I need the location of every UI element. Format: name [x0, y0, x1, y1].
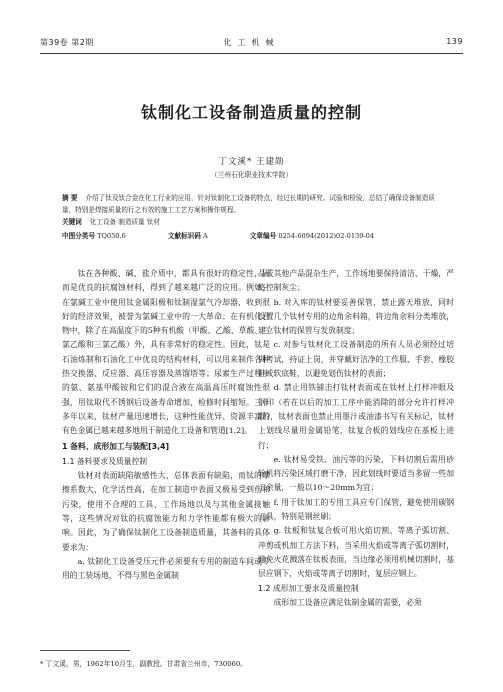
doc-code-value: A — [202, 232, 208, 240]
section-heading-1-2: 1.2 成形加工要求及质量控制 — [258, 583, 359, 593]
list-item-f: f. 用于钛加工的专用工具应专门保管，避免使用碳钢工具，特别是钢丝刷； — [258, 497, 454, 522]
intro-paragraph: 钛在各种酸、碱、盐介质中，都具有很好的稳定性，因而是优良的抗腐蚀材料，得到了越来越广泛的应用。例如，在氯碱工业中使用钛金属阳极和钛制湿氯气冷却器，收到很好的经济效果，被誉为氯碱工业中的一大革命；在有机化合物中，除了在高温度下的5种有机酸（甲酸、乙酸、草酸、三氯乙酸和三氯乙酸）外，具有非常好的稳定性。因此，钛是石油炼制和石油化工中优良的结构材料，可以用来制作各种热交换器、反应器、高压容器及蒸馏塔等；尿素生产过程中的氨、氨基甲酸铵和它们的混合液在高温高压时腐蚀性很强，用钛取代不锈钢后设备寿命增加，检修时间缩短。三十多年以来，钛材产量迅速增长，这种性能优异、资源丰富的有色金属已越来越多地用于制造化工设备和管道[1,2]。 — [62, 269, 270, 436]
left-column — [62, 267, 270, 584]
section-heading-1: 1 备料、成形加工与装配[3,4] — [62, 441, 170, 451]
body-paragraph: 钛材对表面缺陷敏感性大，总体表面有缺陷，而钛的摩擦系数大，化学活性高，在加工制造中表面又极易受到伤和污染，使用不合理的工具、工作场地以及与其他金属接触等，这些情况对钛的抗腐蚀能力和力学性能都有极大的影响。因此，为了确保钛制化工设备制造质量，其备料的具体要求为： — [62, 471, 270, 552]
article-title: 钛制化工设备制造质量的控制 — [140, 103, 362, 122]
article-no-value: 0254-6094(2012)02-0139-04 — [278, 232, 375, 240]
article-no-label: 文章编号 — [249, 232, 277, 240]
list-item-a: a. 钛制化工设备受压元件必须要有专用的制造车间或专用的工装场地，不得与黑色金属制 — [62, 556, 270, 581]
volume-issue: 第39卷 第2期 — [40, 38, 94, 47]
doc-code-label: 文献标识码 — [167, 232, 201, 240]
abstract-label: 摘 要 — [62, 194, 78, 202]
list-item-c: c. 对参与钛材化工设备制造的所有人员必须经过培训考试，持证上岗，并穿戴好洁净的工作服、手套、橡胶鞋或软底鞋，以避免划伤钛材的表面； — [258, 340, 454, 379]
affiliation: （兰州石化职业技术学院） — [210, 171, 293, 179]
list-item-a-continued: 品或其他产品混杂生产，工作场地要保持清洁、干燥，严格控制灰尘； — [258, 269, 454, 293]
list-item-g: g. 钛板和钛复合板可用火焰切割、等离子弧切割、冲剪或机加工方法下料，当采用火焰或等离子弧切割时，避免火花溅落在钛板表面，当边缘必须用机械切割时，基层应钢下，火焰或等离子切割时，复层应钢上。 — [258, 526, 454, 579]
clc-label: 中图分类号 — [62, 232, 95, 240]
keywords-label: 关键词 — [62, 218, 82, 226]
list-item-e: e. 钛材易受铁、油污等的污染，下料切割后需用砂轮机将污染区域打磨干净，因此划线时要适当多留一些加工余量，一般以10～20mm为宜； — [258, 454, 454, 493]
keywords-text: 化工设备 制造质量 钛材 — [89, 218, 160, 226]
clc-value: TQ050.6 — [97, 232, 126, 240]
right-column — [258, 267, 454, 610]
list-item-d: d. 禁止用铁铺击打钛材表面或在钛材上打样冲眼及钢印（若在以后的加工工序中能消除的部分允许打样冲眼），钛材表面也禁止用墨汁或油漆书写有关标记，钛材上划线尽量用金属铅笔，钛复合板的划线应在基板上进行； — [258, 383, 454, 450]
authors: 丁文溪* 王建勋 — [218, 157, 285, 167]
list-item-b: b. 对入库的钛材要妥善保管，禁止露天堆放，同时设置几个钛材专用的边角余料箱，将边角余料分类堆放，建立钛材的保管与发放制度； — [258, 297, 454, 336]
footnote: * 丁文溪，男，1962年10月生，副教授。甘肃省兰州市，730060。 — [40, 660, 247, 668]
abstract-text: 介绍了钛及钛合金在化工行业的应用，针对钛制化工设备的特点，经过长期的研究、试验和检验，总结了确保设备制造质量，特别是焊接质量的行之有效的施工工艺方案和操作规程。 — [62, 194, 435, 214]
journal-name: 化工机械 — [223, 38, 280, 47]
header-rule — [40, 53, 463, 54]
abstract-block — [62, 192, 441, 242]
footnote-rule — [40, 650, 130, 651]
page-number: 139 — [446, 37, 463, 46]
classification-line — [62, 230, 441, 242]
section-heading-1-1: 1.1 备料要求及质量控制 — [62, 456, 148, 466]
abstract — [62, 192, 441, 216]
keywords — [62, 216, 441, 228]
body-paragraph: 成形加工设备应满足钛制金属的需要，必须 — [273, 597, 422, 607]
